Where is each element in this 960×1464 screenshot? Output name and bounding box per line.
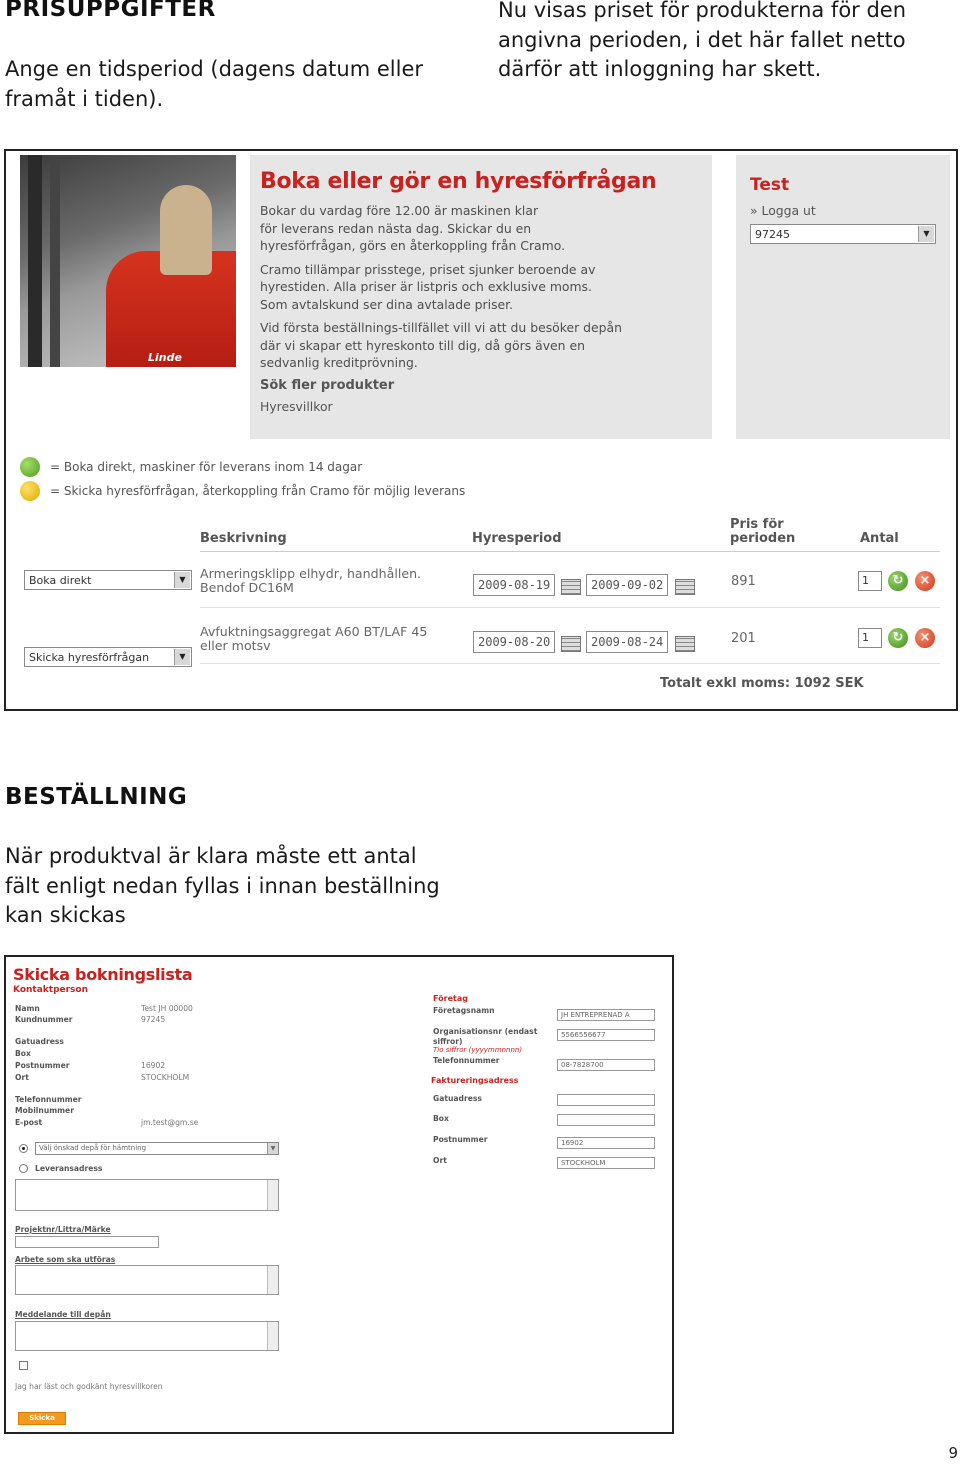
text-line: Bokar du vardag före 12.00 är maskinen klar	[260, 203, 539, 218]
text-line: fält enligt nedan fyllas i innan beställning	[5, 873, 440, 898]
text-line: hyrestiden. Alla priser är listpris och exklusive moms.	[260, 279, 592, 294]
forklift-photo	[20, 155, 236, 367]
col-header-price	[730, 518, 795, 546]
text-line: Som avtalskund ser dina avtalade priser.	[260, 296, 514, 312]
text-line: Vid första beställnings-tillfället vill vi att du besöker depån	[260, 320, 622, 335]
booking-mode-select[interactable]	[24, 570, 192, 590]
pickup-radio[interactable]	[19, 1144, 28, 1153]
booking-screenshot	[4, 149, 958, 711]
booking-list-title: Skicka bokningslista	[13, 965, 193, 984]
mobile-label: Mobilnummer	[15, 1106, 74, 1115]
org-number-label: Organisationsnr (endast siffror)	[433, 1027, 538, 1046]
user-box	[736, 155, 950, 439]
text-line: hyresförfrågan, görs en återkoppling från Cramo.	[260, 238, 566, 253]
delivery-radio[interactable]	[19, 1164, 28, 1173]
send-button[interactable]: Skicka	[18, 1412, 66, 1425]
booking-mode-select[interactable]	[24, 647, 192, 667]
header-divider	[200, 551, 940, 552]
booking-title: Boka eller gör en hyresförfrågan	[260, 169, 657, 194]
contact-heading: Kontaktperson	[13, 985, 89, 995]
section1-left-text	[5, 55, 423, 114]
section-title-bestallning: BESTÄLLNING	[5, 784, 188, 810]
yellow-dot-icon	[20, 481, 40, 501]
message-label: Meddelande till depån	[15, 1310, 111, 1319]
booking-list-screenshot	[4, 955, 674, 1434]
logout-link[interactable]: » Logga ut	[750, 203, 816, 218]
text-line: därför att inloggning har skett.	[498, 57, 822, 81]
customer-no-value: 97245	[141, 1015, 166, 1024]
product-description	[200, 625, 427, 653]
invoice-box-label: Box	[433, 1114, 449, 1123]
text-line: kan skickas	[5, 903, 126, 927]
refresh-icon[interactable]: ↻	[888, 628, 908, 648]
remove-icon[interactable]: ×	[915, 628, 935, 648]
calendar-icon[interactable]	[675, 579, 695, 595]
row-divider	[200, 663, 940, 664]
email-value: jm.test@gm.se	[141, 1118, 199, 1127]
text-line: Ange en tidsperiod (dagens datum eller	[5, 57, 424, 81]
chevron-down-icon: ▼	[174, 572, 190, 588]
booking-info-box	[250, 155, 712, 439]
zip-label: Postnummer	[15, 1061, 70, 1070]
period-price: 891	[731, 574, 756, 589]
project-input[interactable]	[15, 1236, 159, 1248]
calendar-icon[interactable]	[675, 636, 695, 652]
product-description	[200, 567, 421, 595]
org-number-input[interactable]: 5566556677	[557, 1029, 655, 1041]
invoice-street-input[interactable]	[557, 1094, 655, 1106]
city-label: Ort	[15, 1073, 29, 1082]
linde-logo: Linde	[148, 351, 182, 364]
search-more-products-link[interactable]: Sök fler produkter	[260, 377, 395, 393]
scrollbar[interactable]	[267, 1266, 278, 1294]
calendar-icon[interactable]	[561, 579, 581, 595]
period-from-input[interactable]: 2009-08-20	[473, 631, 555, 653]
booking-paragraph-1	[260, 202, 702, 255]
phone-label: Telefonnummer	[15, 1095, 82, 1104]
booking-mode-value: Boka direkt	[29, 574, 92, 587]
forklift-driver	[160, 185, 212, 275]
text-line: Avfuktningsaggregat A60 BT/LAF 45	[200, 624, 428, 639]
text-line: Bendof DC16M	[200, 580, 294, 595]
chevron-down-icon: ▼	[267, 1143, 278, 1154]
section1-right-text	[498, 0, 906, 85]
email-label: E-post	[15, 1118, 43, 1127]
text-line: Armeringsklipp elhydr, handhållen.	[200, 566, 422, 581]
text-line: När produktval är klara måste ett antal	[5, 844, 417, 868]
depot-select-value: Välj önskad depå för hämtning	[39, 1144, 147, 1152]
section-title-prisuppgifter: PRISUPPGIFTER	[5, 0, 216, 22]
zip-value: 16902	[141, 1061, 166, 1070]
total-excl-vat: Totalt exkl moms: 1092 SEK	[660, 676, 864, 691]
calendar-icon[interactable]	[561, 636, 581, 652]
work-label: Arbete som ska utföras	[15, 1255, 116, 1264]
col-header-description: Beskrivning	[200, 531, 287, 546]
invoice-heading: Faktureringsadress	[431, 1076, 519, 1085]
booking-paragraph-2	[260, 261, 702, 314]
period-from-input[interactable]: 2009-08-19	[473, 574, 555, 596]
delivery-address-textarea[interactable]	[15, 1179, 279, 1211]
rental-terms-link[interactable]: Hyresvillkor	[260, 398, 333, 414]
account-select[interactable]	[750, 224, 936, 244]
legend-direct	[20, 457, 362, 477]
scrollbar[interactable]	[267, 1322, 278, 1350]
city-value: STOCKHOLM	[141, 1073, 190, 1082]
chevron-down-icon: ▼	[918, 226, 934, 242]
col-header-period: Hyresperiod	[472, 531, 562, 546]
terms-checkbox[interactable]	[19, 1361, 28, 1370]
company-phone-label: Telefonnummer	[433, 1056, 500, 1065]
street-label: Gatuadress	[15, 1037, 64, 1046]
name-value: Test JH 00000	[141, 1004, 193, 1013]
period-to-input[interactable]: 2009-09-02	[586, 574, 668, 596]
text-line: Nu visas priset för produkterna för den	[498, 0, 907, 22]
user-name: Test	[750, 175, 790, 195]
page-number: 9	[948, 1444, 958, 1462]
company-name-label: Företagsnamn	[433, 1006, 495, 1015]
text-line: framåt i tiden).	[5, 86, 164, 111]
name-label: Namn	[15, 1004, 40, 1013]
col-header-price-line1: Pris för	[730, 517, 784, 532]
terms-text: Jag har läst och godkänt hyresvillkoren	[15, 1382, 163, 1391]
legend-inquiry	[20, 481, 465, 501]
period-to-input[interactable]: 2009-08-24	[586, 631, 668, 653]
booking-mode-value: Skicka hyresförfrågan	[29, 651, 150, 664]
legend-inquiry-text: = Skicka hyresförfrågan, återkoppling från Cramo för möjlig leverans	[50, 484, 466, 498]
project-label: Projektnr/Littra/Märke	[15, 1225, 111, 1234]
quantity-input[interactable]: 1	[858, 628, 882, 648]
refresh-icon[interactable]: ↻	[888, 571, 908, 591]
work-textarea[interactable]	[15, 1265, 279, 1295]
booking-paragraph-3	[260, 319, 702, 372]
text-line: för leverans redan nästa dag. Skickar du en	[260, 220, 532, 236]
delivery-label: Leveransadress	[35, 1164, 103, 1173]
invoice-street-label: Gatuadress	[433, 1094, 482, 1103]
customer-no-label: Kundnummer	[15, 1015, 73, 1024]
box-label: Box	[15, 1049, 31, 1058]
row-divider	[200, 607, 940, 608]
quantity-input[interactable]: 1	[858, 571, 882, 591]
invoice-city-input[interactable]: STOCKHOLM	[557, 1157, 655, 1169]
text-line: sedvanlig kreditprövning.	[260, 355, 418, 370]
col-header-price-line2: perioden	[730, 531, 796, 546]
section2-text	[5, 842, 440, 931]
account-select-value: 97245	[755, 228, 790, 241]
invoice-city-label: Ort	[433, 1156, 447, 1165]
forklift-mast-inner	[50, 155, 60, 367]
text-line: angivna perioden, i det här fallet netto	[498, 27, 906, 52]
remove-icon[interactable]: ×	[915, 571, 935, 591]
chevron-down-icon: ▼	[174, 649, 190, 665]
period-price: 201	[731, 631, 756, 646]
company-heading: Företag	[433, 994, 468, 1003]
depot-select[interactable]	[35, 1142, 279, 1155]
invoice-zip-input[interactable]: 16902	[557, 1137, 655, 1149]
text-line: där vi skapar ett hyreskonto till dig, då görs även en	[260, 337, 585, 353]
invoice-zip-label: Postnummer	[433, 1135, 488, 1144]
invoice-box-input[interactable]	[557, 1114, 655, 1126]
legend-direct-text: = Boka direkt, maskiner för leverans inom 14 dagar	[50, 460, 363, 474]
message-textarea[interactable]	[15, 1321, 279, 1351]
company-name-input[interactable]: JH ENTREPRENAD A	[557, 1009, 655, 1021]
text-line: Cramo tillämpar prisstege, priset sjunker beroende av	[260, 261, 596, 277]
company-phone-input[interactable]: 08-7828700	[557, 1059, 655, 1071]
org-number-hint: Tio siffror (yyyymmnnnn)	[433, 1046, 523, 1054]
forklift-mast	[28, 155, 42, 367]
green-dot-icon	[20, 457, 40, 477]
scrollbar[interactable]	[267, 1180, 278, 1210]
col-header-qty: Antal	[860, 531, 899, 546]
text-line: eller motsv	[200, 638, 271, 653]
